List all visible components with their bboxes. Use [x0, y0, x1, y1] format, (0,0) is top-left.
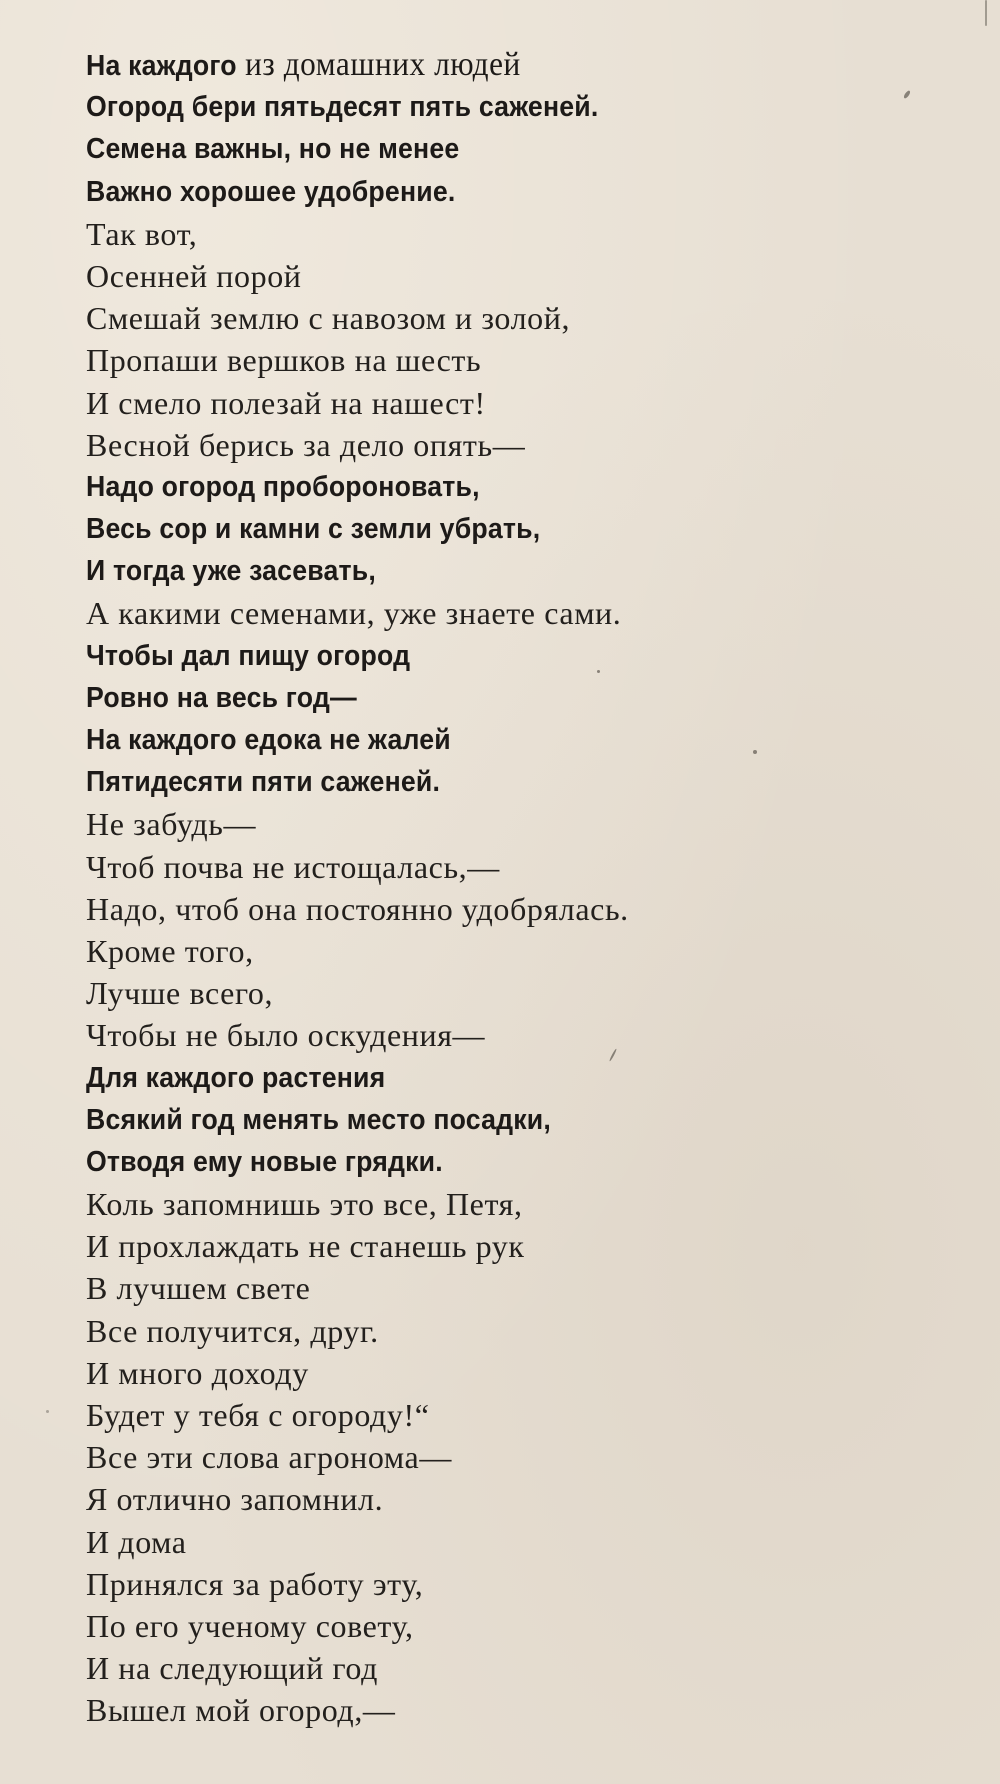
- poem-line: И прохлаждать не станешь рук: [86, 1228, 525, 1265]
- poem-line: Пятидесяти пяти саженей.: [86, 766, 441, 799]
- poem-line: Так вот,: [86, 215, 198, 252]
- poem-line: Всякий год менять место посадки,: [86, 1103, 551, 1136]
- poem-line: Огород бери пятьдесят пять саженей.: [86, 91, 599, 124]
- poem-line: Будет у тебя с огороду!“: [86, 1397, 430, 1433]
- poem-line: Я отлично запомнил.: [86, 1481, 384, 1518]
- poem-line: Чтоб почва не истощалась,—: [86, 848, 500, 885]
- poem-line: И много доходу: [86, 1354, 309, 1391]
- paper-speck: [985, 0, 987, 26]
- poem-line-1: [86, 44, 927, 86]
- poem-line: Коль запомнишь это все, Петя,: [86, 1186, 523, 1223]
- poem-line: Осенней порой: [86, 257, 302, 294]
- poem-line: Вышел мой огород,—: [86, 1692, 396, 1729]
- poem-line: Надо, чтоб она постоянно удобрялась.: [86, 890, 629, 927]
- poem-line: На каждого едока не жалей: [86, 724, 451, 756]
- poem-line: В лучшем свете: [86, 1270, 311, 1307]
- poem-line: Не забудь—: [86, 806, 257, 843]
- paper-speck: [46, 1410, 49, 1413]
- poem-line: Семена важны, но не менее: [86, 133, 460, 166]
- poem-line: Кроме того,: [86, 932, 254, 969]
- poem-line: Для каждого растения: [86, 1061, 386, 1094]
- poem-line: И дома: [86, 1523, 187, 1560]
- poem-line: По его ученому совету,: [86, 1607, 414, 1644]
- poem-text: [86, 44, 1000, 1732]
- poem-line: И смело полезай на нашест!: [86, 384, 486, 421]
- poem-line: Чтобы дал пищу огород: [86, 639, 411, 672]
- paper-speck: [753, 750, 757, 754]
- poem-line: И тогда уже засевать,: [86, 555, 376, 588]
- poem-line: А какими семенами, уже знаете сами.: [86, 595, 622, 632]
- poem-line-1-serif: из домашних людей: [236, 46, 521, 83]
- poem-line: Смешай землю с навозом и золой,: [86, 300, 571, 337]
- paper-speck: [597, 670, 600, 673]
- poem-line: И на следующий год: [86, 1650, 378, 1687]
- poem-line: Важно хорошее удобрение.: [86, 175, 456, 208]
- poem-line: Весной берись за дело опять—: [86, 426, 526, 463]
- poem-line: Пропаши вершков на шесть: [86, 342, 482, 379]
- poem-line: Чтобы не было оскудения—: [86, 1017, 486, 1054]
- poem-line: Лучше всего,: [86, 975, 274, 1012]
- poem-line: Ровно на весь год—: [86, 681, 357, 714]
- poem-line: Отводя ему новые грядки.: [86, 1145, 443, 1178]
- poem-line: Принялся за работу эту,: [86, 1565, 424, 1602]
- poem-line: Все эти слова агронома—: [86, 1439, 452, 1476]
- poem-line: Все получится, друг.: [86, 1312, 379, 1349]
- poem-line: Надо огород пробороновать,: [86, 470, 480, 503]
- poem-line: Весь сор и камни с земли убрать,: [86, 513, 541, 546]
- poem-line-1-bold: На каждого: [86, 50, 237, 82]
